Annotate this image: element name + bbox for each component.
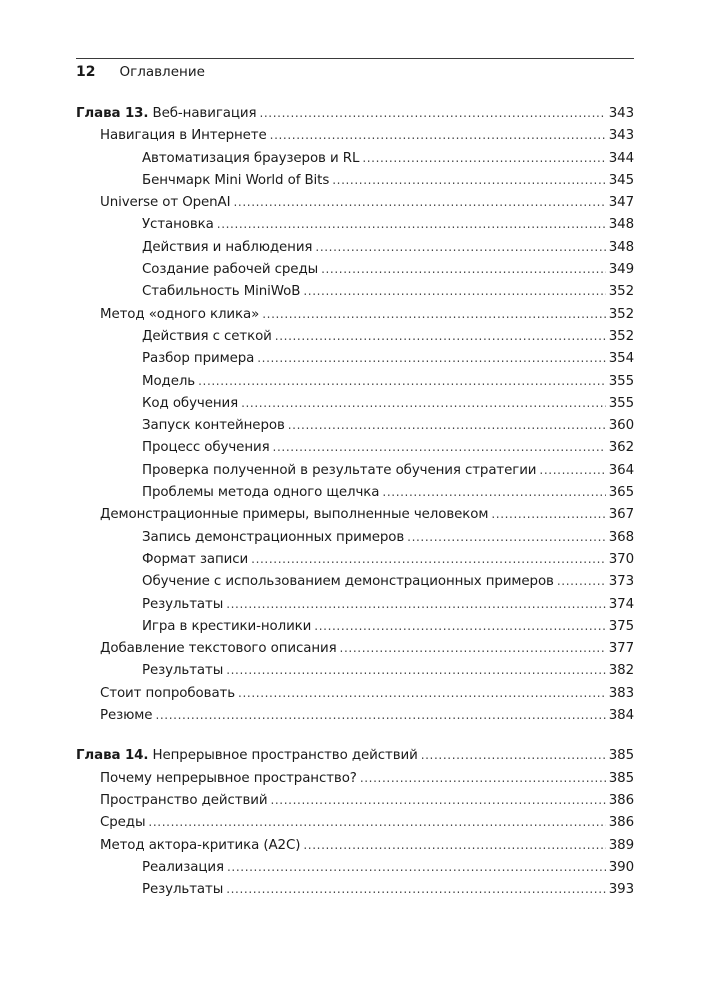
toc-subsection-entry <box>76 440 634 462</box>
dot-leader <box>303 838 605 853</box>
dot-leader <box>251 552 606 567</box>
entry-title-text: Результаты <box>142 663 224 679</box>
running-header <box>76 58 634 80</box>
toc-section-entry <box>76 838 634 860</box>
toc-subsection-entry <box>76 217 634 239</box>
dot-leader <box>241 396 606 411</box>
toc-entry-title <box>100 195 230 210</box>
entry-title-text: Создание рабочей среды <box>142 262 319 278</box>
toc-page-number: 374 <box>608 596 634 612</box>
entry-title-text: Проблемы метода одного щелчка <box>142 485 380 501</box>
toc-section-entry <box>76 507 634 529</box>
dot-leader <box>238 686 606 701</box>
toc-page-number: 348 <box>608 239 634 255</box>
entry-title-text: Код обучения <box>142 395 239 411</box>
toc-entry-title <box>142 663 223 678</box>
toc-entry-title <box>100 708 152 723</box>
toc-entry-title <box>142 284 300 299</box>
entry-title-text: Запись демонстрационных примеров <box>142 529 405 545</box>
toc-entry-title <box>142 552 248 567</box>
toc-section-entry <box>76 771 634 793</box>
toc-entry-title <box>142 217 214 232</box>
toc-page-number: 343 <box>608 106 634 121</box>
entry-title-text: Бенчмарк Mini World of Bits <box>142 172 330 188</box>
toc-subsection-entry <box>76 284 634 306</box>
toc-entry-title <box>100 128 267 143</box>
toc-section-entry <box>76 793 634 815</box>
toc-page-number: 375 <box>608 618 634 634</box>
dot-leader <box>360 771 606 786</box>
entry-title-text: Universe от OpenAI <box>100 195 231 211</box>
toc-page-number: 348 <box>608 217 634 233</box>
toc-entry-title <box>100 307 259 322</box>
toc-page-number: 352 <box>608 306 634 322</box>
toc-subsection-entry <box>76 173 634 195</box>
chapter-label: Глава 14. <box>76 748 149 764</box>
dot-leader <box>314 619 605 634</box>
toc-subsection-entry <box>76 396 634 418</box>
toc-entry-title <box>142 329 272 344</box>
toc-entry-title <box>100 771 357 786</box>
dot-leader <box>407 530 606 545</box>
entry-title-text: Метод «одного клика» <box>100 306 260 322</box>
toc-entry-title <box>142 240 312 255</box>
dot-leader <box>303 284 605 299</box>
toc-page-number: 343 <box>608 128 634 144</box>
entry-title-text: Почему непрерывное пространство? <box>100 770 357 786</box>
toc-section-entry <box>76 307 634 329</box>
toc-page-number: 355 <box>608 373 634 389</box>
toc-subsection-entry <box>76 552 634 574</box>
entry-title-text: Результаты <box>142 882 224 898</box>
toc-entry-title <box>100 815 145 830</box>
dot-leader <box>332 173 606 188</box>
entry-title-text: Метод актора-критика (A2C) <box>100 837 301 853</box>
toc-page-number: 352 <box>608 328 634 344</box>
dot-leader <box>270 128 606 143</box>
toc-page-number: 345 <box>608 172 634 188</box>
entry-title-text: Формат записи <box>142 551 249 567</box>
toc-section-entry <box>76 641 634 663</box>
toc-entry-title <box>100 838 300 853</box>
entry-title-text: Разбор примера <box>142 351 255 367</box>
dot-leader <box>557 574 606 589</box>
entry-title-text: Добавление текстового описания <box>100 641 337 657</box>
toc-subsection-entry <box>76 882 634 904</box>
toc-page-number: 364 <box>608 462 634 478</box>
toc-entry-title <box>100 793 267 808</box>
toc-page-number: 384 <box>608 708 634 724</box>
dot-leader <box>288 418 606 433</box>
entry-title-text: Установка <box>142 217 214 233</box>
entry-title-text: Резюме <box>100 708 153 724</box>
toc-entry-title <box>142 396 238 411</box>
toc-page-number: 362 <box>608 440 634 456</box>
toc-entry-title <box>142 374 195 389</box>
toc-subsection-entry <box>76 374 634 396</box>
toc-page-number: 393 <box>608 882 634 898</box>
toc-page-number: 377 <box>608 641 634 657</box>
dot-leader <box>421 748 606 763</box>
toc-entry-title <box>142 418 285 433</box>
toc-page-number: 367 <box>608 507 634 523</box>
toc-chapter-entry <box>76 106 634 128</box>
dot-leader <box>217 217 606 232</box>
toc-subsection-entry <box>76 860 634 882</box>
dot-leader <box>155 708 605 723</box>
toc-entry-title <box>100 507 488 522</box>
toc-page-number: 370 <box>608 551 634 567</box>
entry-title-text: Реализация <box>142 859 224 875</box>
entry-title-text: Действия с сеткой <box>142 328 272 344</box>
entry-title-text: Веб-навигация <box>152 106 257 121</box>
dot-leader <box>233 195 605 210</box>
toc-entry-title <box>142 351 254 366</box>
toc-page-number: 389 <box>608 837 634 853</box>
dot-leader <box>321 262 606 277</box>
dot-leader <box>340 641 606 656</box>
entry-title-text: Запуск контейнеров <box>142 418 285 434</box>
toc-page-number: 360 <box>608 418 634 434</box>
entry-title-text: Пространство действий <box>100 792 268 808</box>
toc-page-number: 347 <box>608 195 634 211</box>
toc-subsection-entry <box>76 663 634 685</box>
toc-page-number: 349 <box>608 262 634 278</box>
entry-title-text: Навигация в Интернете <box>100 128 267 144</box>
toc-section-entry <box>76 708 634 730</box>
chapter-gap <box>76 730 634 746</box>
toc-subsection-entry <box>76 351 634 373</box>
toc-entry-title <box>142 530 404 545</box>
toc-page-number: 355 <box>608 395 634 411</box>
toc-subsection-entry <box>76 151 634 173</box>
toc-entry-title <box>142 262 318 277</box>
toc-entry-title <box>76 748 418 763</box>
toc-section-entry <box>76 195 634 217</box>
toc-page-number: 365 <box>608 485 634 501</box>
entry-title-text: Среды <box>100 815 146 831</box>
toc-page-number: 368 <box>608 529 634 545</box>
dot-leader <box>226 663 606 678</box>
toc-subsection-entry <box>76 240 634 262</box>
toc-entry-title <box>142 860 224 875</box>
toc-entry-title <box>142 440 270 455</box>
dot-leader <box>226 882 606 897</box>
toc-subsection-entry <box>76 619 634 641</box>
entry-title-text: Обучение с использованием демонстрационных примеров <box>142 574 554 590</box>
toc-entry-title <box>142 597 223 612</box>
toc-subsection-entry <box>76 262 634 284</box>
dot-leader <box>262 307 606 322</box>
dot-leader <box>382 485 605 500</box>
toc-subsection-entry <box>76 485 634 507</box>
toc-subsection-entry <box>76 418 634 440</box>
entry-title-text: Проверка полученной в результате обучения стратегии <box>142 462 537 478</box>
toc-entry-title <box>142 619 311 634</box>
toc-page-number: 385 <box>608 748 634 764</box>
entry-title-text: Демонстрационные примеры, выполненные человеком <box>100 507 489 523</box>
dot-leader <box>491 507 605 522</box>
entry-title-text: Автоматизация браузеров и RL <box>142 150 360 166</box>
dot-leader <box>227 860 606 875</box>
toc-entry-title <box>142 151 359 166</box>
toc-entry-title <box>142 485 379 500</box>
dot-leader <box>362 151 605 166</box>
dot-leader <box>275 329 606 344</box>
toc-chapter-entry <box>76 748 634 770</box>
toc-subsection-entry <box>76 574 634 596</box>
entry-title-text: Результаты <box>142 596 224 612</box>
dot-leader <box>257 351 606 366</box>
dot-leader <box>539 463 605 478</box>
toc-page-number: 390 <box>608 859 634 875</box>
toc-page-number: 352 <box>608 284 634 300</box>
toc-entry-title <box>142 574 554 589</box>
toc-section-entry <box>76 128 634 150</box>
entry-title-text: Стабильность MiniWoB <box>142 284 301 300</box>
toc-subsection-entry <box>76 463 634 485</box>
toc-page-number: 386 <box>608 792 634 808</box>
toc-page-number: 354 <box>608 351 634 367</box>
toc-entry-title <box>100 641 337 656</box>
table-of-contents <box>76 104 634 904</box>
entry-title-text: Стоит попробовать <box>100 685 236 701</box>
page-number: 12 <box>76 64 96 80</box>
entry-title-text: Процесс обучения <box>142 440 270 456</box>
dot-leader <box>315 240 605 255</box>
toc-section-entry <box>76 815 634 837</box>
toc-section-entry <box>76 686 634 708</box>
toc-entry-title <box>142 463 536 478</box>
entry-title-text: Игра в крестики-нолики <box>142 618 312 634</box>
dot-leader <box>259 106 605 121</box>
dot-leader <box>273 440 606 455</box>
chapter-label: Глава 13. <box>76 106 149 121</box>
toc-page-number: 344 <box>608 150 634 166</box>
dot-leader <box>198 374 606 389</box>
entry-title-text: Действия и наблюдения <box>142 239 313 255</box>
toc-entry-title <box>142 882 223 897</box>
toc-entry-title <box>76 106 256 121</box>
entry-title-text: Модель <box>142 373 196 389</box>
dot-leader <box>270 793 605 808</box>
toc-page-number: 383 <box>608 685 634 701</box>
toc-subsection-entry <box>76 597 634 619</box>
toc-subsection-entry <box>76 329 634 351</box>
toc-page-number: 385 <box>608 770 634 786</box>
toc-page-number: 386 <box>608 815 634 831</box>
running-title: Оглавление <box>119 64 205 80</box>
entry-title-text: Непрерывное пространство действий <box>152 748 418 764</box>
toc-page-number: 373 <box>608 574 634 590</box>
toc-entry-title <box>100 686 235 701</box>
toc-page-number: 382 <box>608 663 634 679</box>
dot-leader <box>148 815 605 830</box>
toc-entry-title <box>142 173 329 188</box>
dot-leader <box>226 597 606 612</box>
toc-subsection-entry <box>76 530 634 552</box>
